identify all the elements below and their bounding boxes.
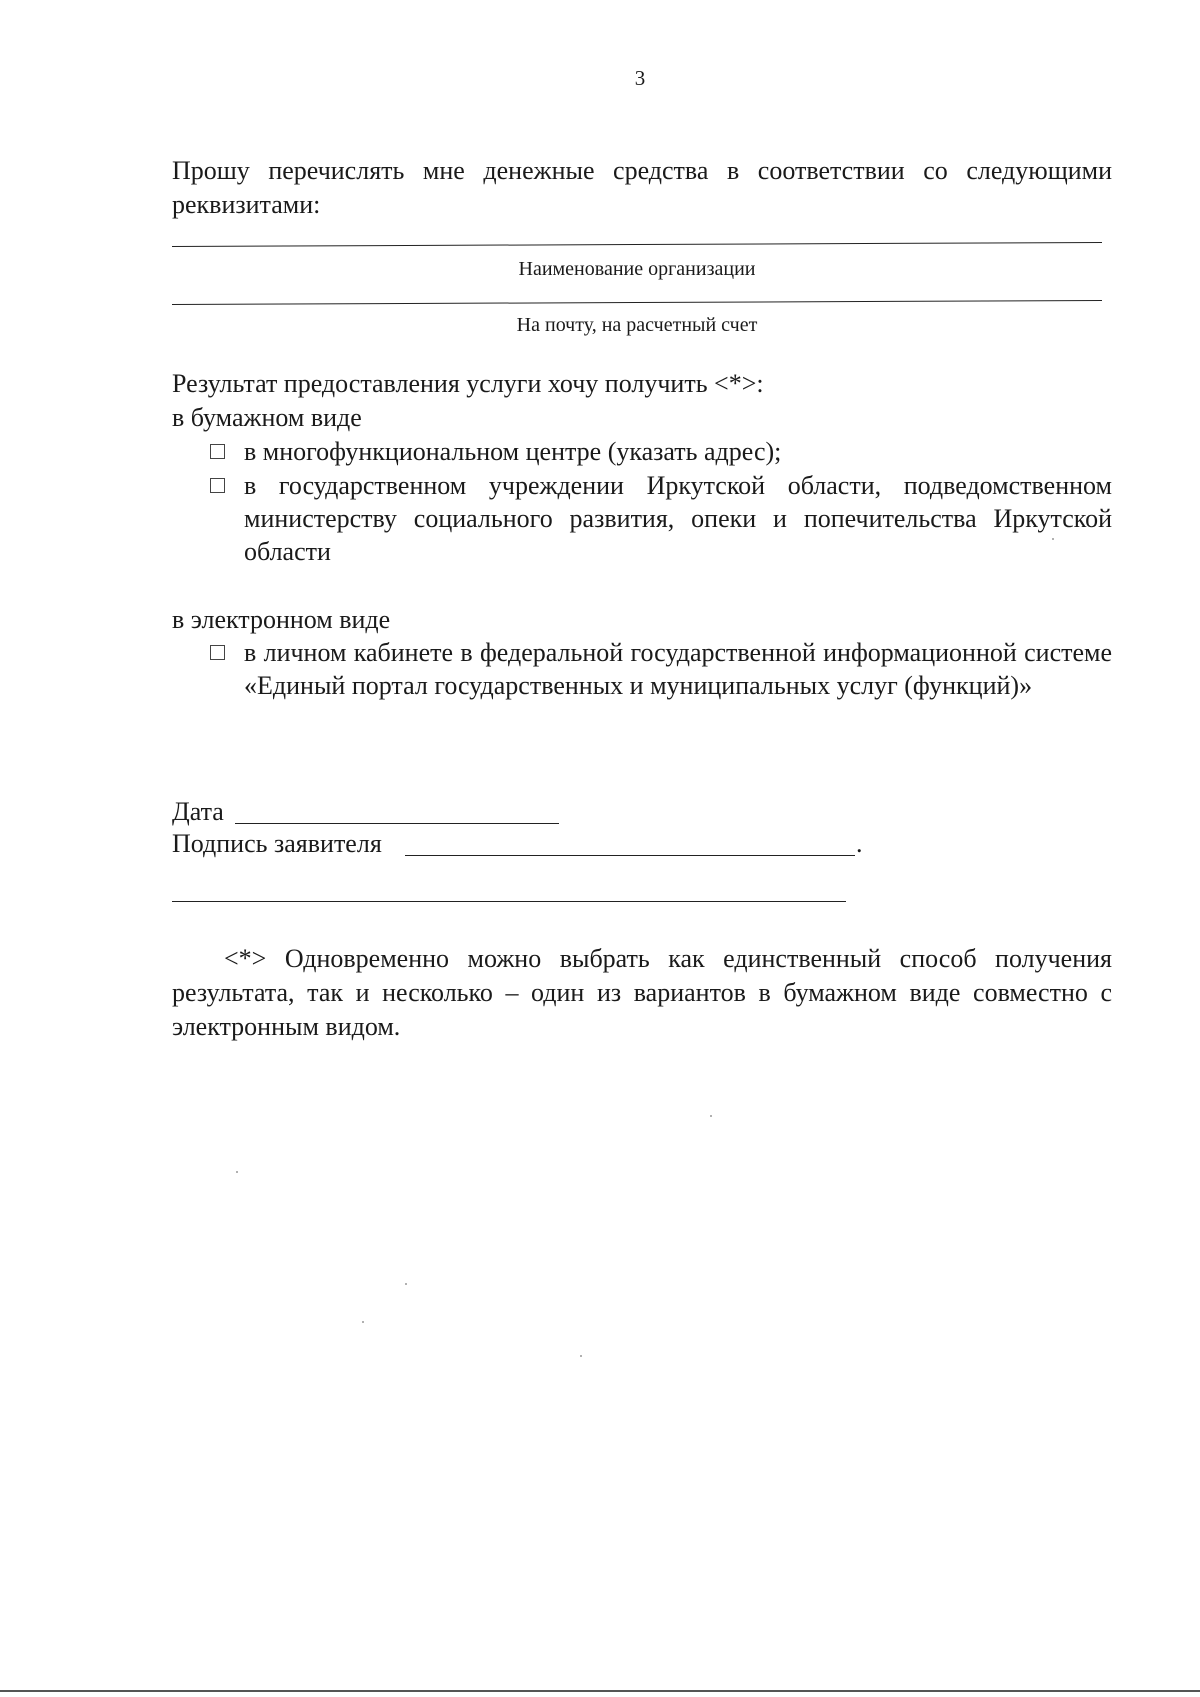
electronic-form-label: в электронном виде [172,605,391,634]
scan-speck [710,1115,712,1117]
electronic-option-portal-label: в личном кабинете в федеральной государственной информационной системе «Единый портал государственных и муниципальных услуг (функций)» [244,638,1112,700]
delivery-method-line[interactable] [172,300,1102,305]
scan-speck [580,1355,582,1357]
scan-speck [362,1321,364,1323]
scan-speck [1052,538,1054,540]
scan-speck [405,1283,407,1285]
signature-field-line[interactable] [405,855,855,856]
paper-option-state-institution-label: в государственном учреждении Иркутской области, подведомственном министерству социального развития, опеки и попечительства Иркутской области [244,471,1112,566]
checkbox-state-institution[interactable] [210,478,225,493]
signature-label: Подпись заявителя [172,829,382,858]
date-field-line[interactable] [235,823,559,824]
organization-name-caption: Наименование организации [518,258,756,280]
scan-speck [236,1171,238,1173]
footnote-separator [172,901,846,902]
delivery-method-caption: На почту, на расчетный счет [516,314,758,336]
page-number: 3 [634,66,646,90]
checkbox-portal[interactable] [210,645,225,660]
checkbox-mfc[interactable] [210,444,225,459]
paper-option-mfc-label: в многофункциональном центре (указать адрес); [244,437,782,466]
signature-end-mark: . [856,829,863,858]
request-text: Прошу перечислять мне денежные средства в соответствии со следующими реквизитами: [172,156,1112,219]
scan-bottom-edge [0,1690,1200,1692]
date-label: Дата [172,797,224,826]
result-heading: Результат предоставления услуги хочу получить <*>: [172,369,764,398]
footnote-text: <*> Одновременно можно выбрать как единственный способ получения результата, так и несколько – один из вариантов в бумажном виде совместно с электронным видом. [172,944,1112,1041]
organization-name-line[interactable] [172,242,1102,247]
paper-form-label: в бумажном виде [172,403,362,432]
